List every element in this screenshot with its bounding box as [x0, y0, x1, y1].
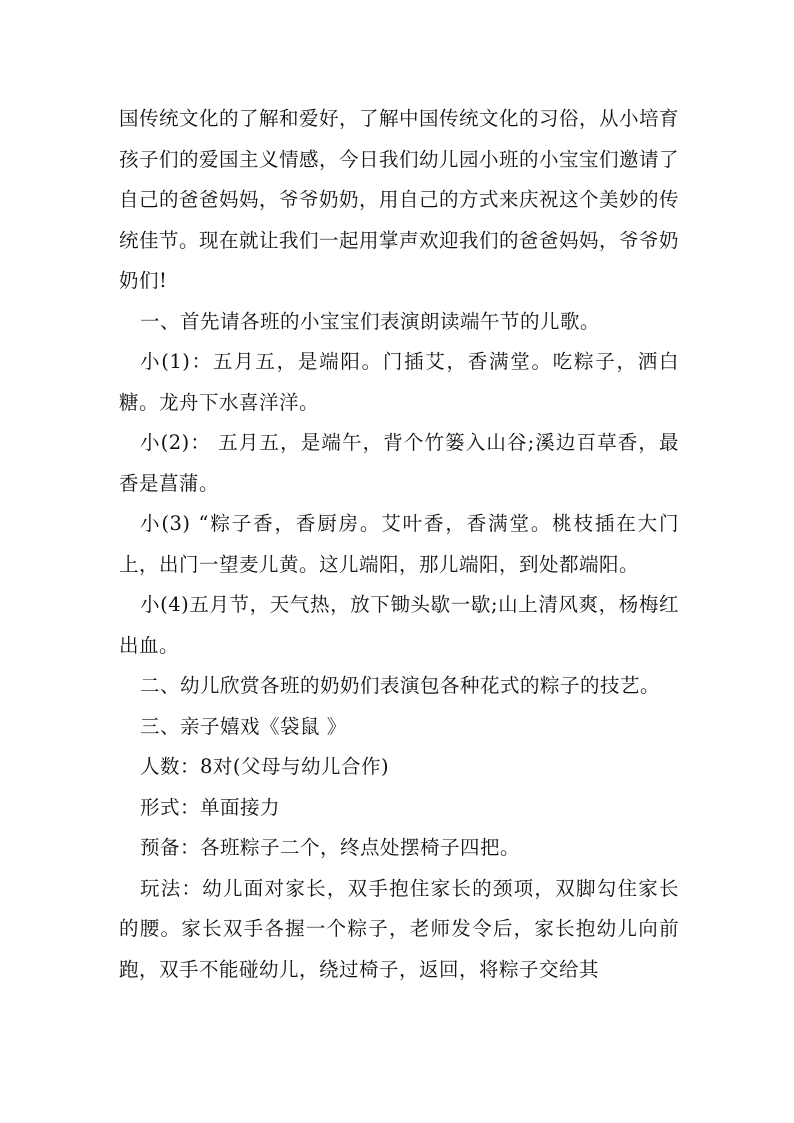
paragraph-rhyme-2: 小(2)： 五月五，是端午，背个竹篓入山谷;溪边百草香，最香是菖蒲。 — [119, 431, 679, 495]
paragraph-intro: 国传统文化的了解和爱好，了解中国传统文化的习俗，从小培育孩子们的爱国主义情感，今日我们幼儿园小班的小宝宝们邀请了自己的爸爸妈妈，爷爷奶奶，用自己的方式来庆祝这个美妙的传统佳节。现在就让我们一起用掌声欢迎我们的爸爸妈妈，爷爷奶奶们! — [119, 107, 680, 292]
paragraph-rhyme-4: 小(4)五月节，天气热，放下锄头歇一歇;山上清风爽，杨梅红出血。 — [119, 593, 679, 657]
paragraph-format: 形式：单面接力 — [140, 795, 281, 819]
paragraph-participants: 人数：8对(父母与幼儿合作) — [140, 755, 390, 778]
paragraph-rules: 玩法：幼儿面对家长，双手抱住家长的颈项，双脚勾住家长的腰。家长双手各握一个粽子，老师发令后，家长抱幼儿向前跑，双手不能碰幼儿，绕过椅子，返回，将粽子交给其 — [119, 876, 679, 981]
paragraph-rhyme-3: 小(3) “粽子香，香厨房。艾叶香，香满堂。桃枝插在大门上，出门一望麦儿黄。这儿端阳，那儿端阳，到处都端阳。 — [119, 512, 679, 576]
paragraph-section-one: 一、首先请各班的小宝宝们表演朗读端午节的儿歌。 — [140, 309, 601, 333]
document-body — [119, 99, 679, 990]
paragraph-preparation: 预备：各班粽子二个，终点处摆椅子四把。 — [140, 836, 521, 859]
paragraph-section-three: 三、亲子嬉戏《袋鼠 》 — [140, 714, 347, 738]
paragraph-rhyme-1: 小(1)：五月五，是端阳。门插艾，香满堂。吃粽子，洒白糖。龙舟下水喜洋洋。 — [119, 350, 679, 414]
paragraph-section-two: 二、幼儿欣赏各班的奶奶们表演包各种花式的粽子的技艺。 — [140, 674, 661, 697]
